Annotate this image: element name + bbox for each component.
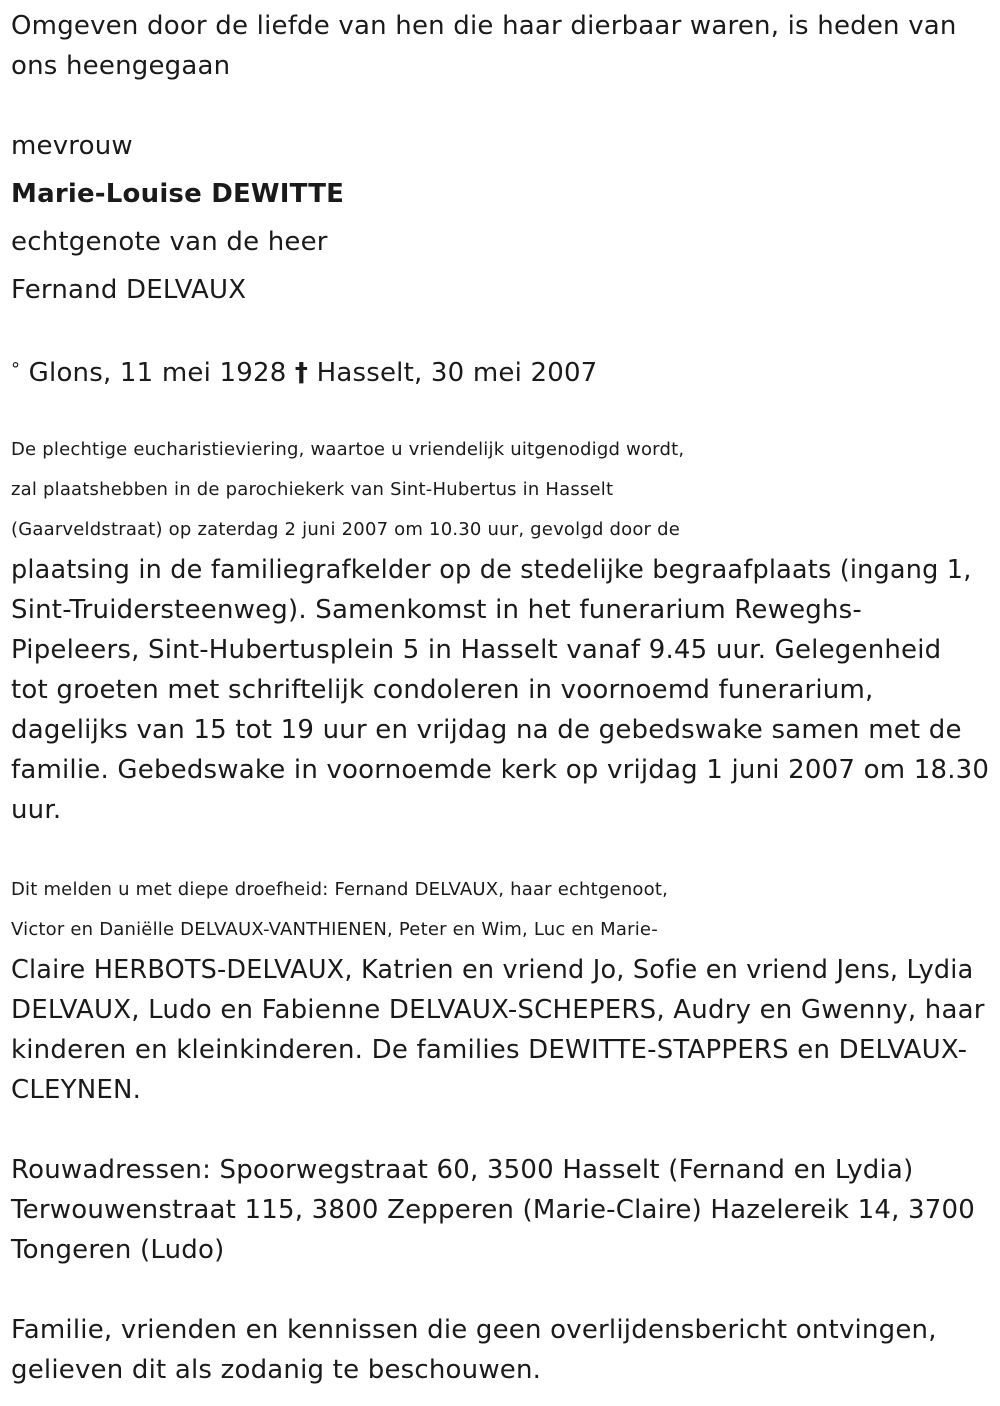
ceremony-line: familie. Gebedswake in voornoemde kerk op vrijdag 1 juni 2007 om 18.30 xyxy=(11,755,990,785)
cross-icon: † xyxy=(294,358,309,388)
intro-line: ons heengegaan xyxy=(11,51,231,81)
address-line: Terwouwenstraat 115, 3800 Zepperen (Marie-Claire) Hazelereik 14, 3700 xyxy=(11,1195,975,1225)
ceremony-line: zal plaatshebben in de parochiekerk van Sint-Hubertus in Hasselt xyxy=(11,479,614,500)
intro-line: Omgeven door de liefde van hen die haar dierbaar waren, is heden van xyxy=(11,11,957,41)
ceremony-paragraph xyxy=(11,430,989,830)
ceremony-line: (Gaarveldstraat) op zaterdag 2 juni 2007 om 10.30 uur, gevolgd door de xyxy=(11,519,680,540)
birth-symbol: ° xyxy=(11,359,21,380)
ceremony-line: tot groeten met schriftelijk condoleren in voornoemd funerarium, xyxy=(11,675,874,705)
family-line: CLEYNEN. xyxy=(11,1075,142,1105)
address-line: Rouwadressen: Spoorwegstraat 60, 3500 Hasselt (Fernand en Lydia) xyxy=(11,1155,914,1185)
family-line: Victor en Daniëlle DELVAUX-VANTHIENEN, Peter en Wim, Luc en Marie- xyxy=(11,919,658,940)
closing-paragraph xyxy=(11,1310,937,1390)
family-line: Claire HERBOTS-DELVAUX, Katrien en vriend Jo, Sofie en vriend Jens, Lydia xyxy=(11,955,974,985)
family-line: Dit melden u met diepe droefheid: Fernand DELVAUX, haar echtgenoot, xyxy=(11,879,669,900)
address-line: Tongeren (Ludo) xyxy=(11,1235,225,1265)
ceremony-line: uur. xyxy=(11,795,62,825)
ceremony-line: plaatsing in de familiegrafkelder op de stedelijke begraafplaats (ingang 1, xyxy=(11,555,972,585)
ceremony-line: dagelijks van 15 tot 19 uur en vrijdag na de gebedswake samen met de xyxy=(11,715,962,745)
death-place-date: Hasselt, 30 mei 2007 xyxy=(316,358,598,388)
family-line: DELVAUX, Ludo en Fabienne DELVAUX-SCHEPERS, Audry en Gwenny, haar xyxy=(11,995,985,1025)
closing-line: gelieven dit als zodanig te beschouwen. xyxy=(11,1355,542,1385)
intro-paragraph xyxy=(11,6,957,86)
spouse-name: Fernand DELVAUX xyxy=(11,275,247,305)
birth-place-date: Glons, 11 mei 1928 xyxy=(28,358,287,388)
relation-text: echtgenote van de heer xyxy=(11,227,328,257)
birth-death-dates xyxy=(11,350,597,393)
closing-line: Familie, vrienden en kennissen die geen overlijdensbericht ontvingen, xyxy=(11,1315,937,1345)
family-paragraph xyxy=(11,870,985,1110)
addresses-paragraph xyxy=(11,1150,975,1270)
title-mevrouw: mevrouw xyxy=(11,131,133,161)
ceremony-line: De plechtige eucharistieviering, waartoe u vriendelijk uitgenodigd wordt, xyxy=(11,439,685,460)
family-line: kinderen en kleinkinderen. De families DEWITTE-STAPPERS en DELVAUX- xyxy=(11,1035,968,1065)
deceased-name: Marie-Louise DEWITTE xyxy=(11,179,345,209)
ceremony-line: Pipeleers, Sint-Hubertusplein 5 in Hasselt vanaf 9.45 uur. Gelegenheid xyxy=(11,635,942,665)
ceremony-line: Sint-Truidersteenweg). Samenkomst in het funerarium Reweghs- xyxy=(11,595,862,625)
